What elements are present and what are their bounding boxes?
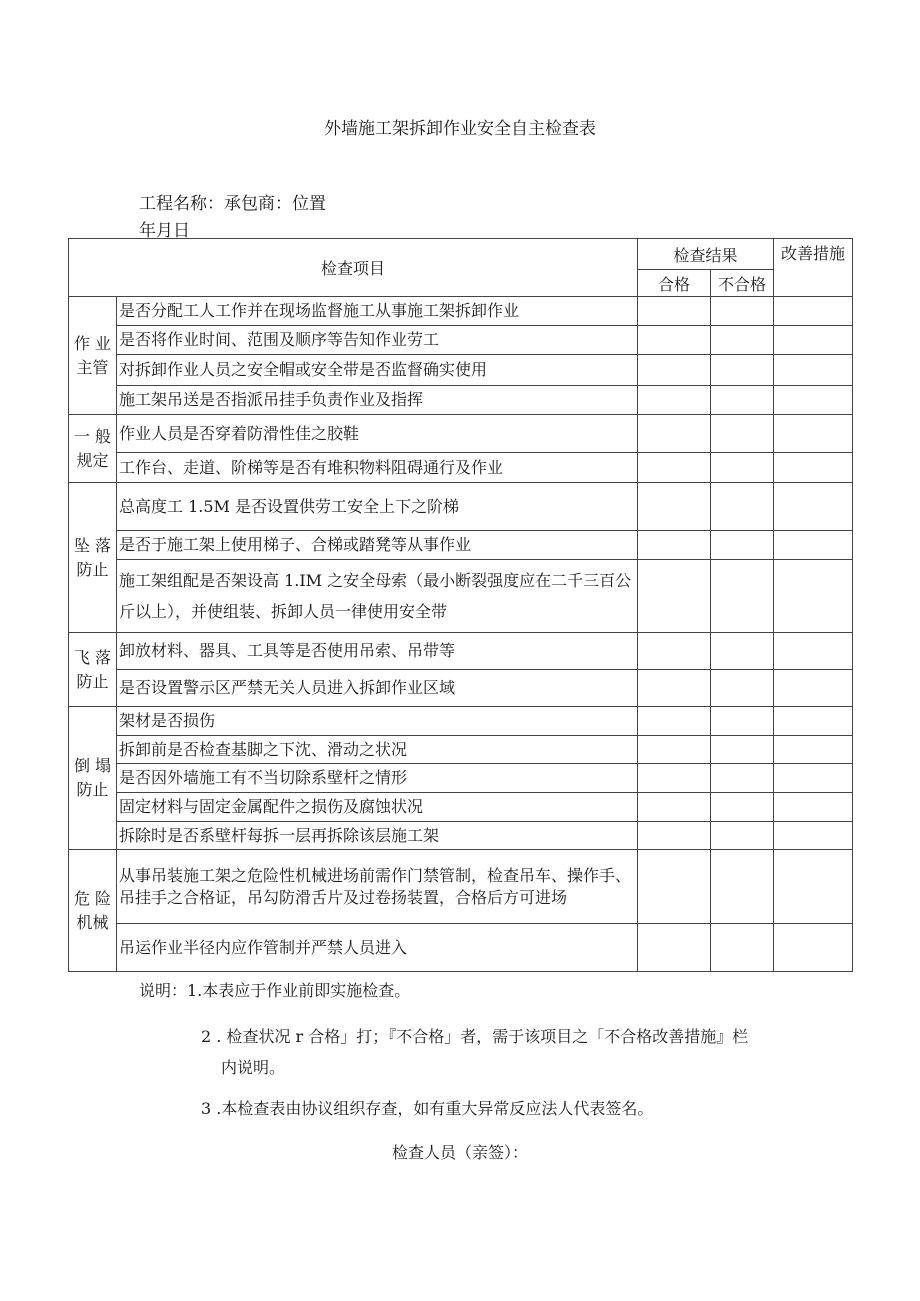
fail-cell[interactable]: [711, 415, 774, 453]
fail-cell[interactable]: [711, 793, 774, 822]
improvement-cell[interactable]: [774, 924, 853, 972]
table-row: [69, 924, 853, 972]
fail-cell[interactable]: [711, 924, 774, 972]
improvement-cell[interactable]: [774, 355, 853, 386]
improvement-cell[interactable]: [774, 764, 853, 793]
fail-cell[interactable]: [711, 386, 774, 415]
pass-cell[interactable]: [638, 707, 711, 736]
check-item: 对拆卸作业人员之安全帽或安全带是否监督确实使用: [117, 355, 638, 386]
category-cell: 危 险 机械: [69, 850, 117, 972]
pass-cell[interactable]: [638, 633, 711, 670]
table-row: [69, 386, 853, 415]
improvement-cell[interactable]: [774, 326, 853, 355]
pass-cell[interactable]: [638, 850, 711, 924]
header-pass: 合格: [638, 270, 711, 297]
check-item: 是否分配工人工作并在现场监督施工从事施工架拆卸作业: [117, 297, 638, 326]
table-row: [69, 793, 853, 822]
fail-cell[interactable]: [711, 822, 774, 850]
form-title: 外墙施工架拆卸作业安全自主检查表: [324, 119, 596, 139]
table-row: [69, 633, 853, 670]
fail-cell[interactable]: [711, 707, 774, 736]
category-cell: 一 般 规定: [69, 415, 117, 483]
header-fail: 不合格: [711, 270, 774, 297]
table-row: [69, 850, 853, 924]
pass-cell[interactable]: [638, 386, 711, 415]
category-cell: 作 业 主管: [69, 297, 117, 415]
check-item: 拆卸前是否检查基脚之下沈、滑动之状况: [117, 736, 638, 764]
check-item: 架材是否损伤: [117, 707, 638, 736]
table-row: [69, 415, 853, 453]
note-2-line2: 内说明。: [221, 1058, 286, 1077]
header-check-result: 检查结果: [638, 239, 774, 270]
pass-cell[interactable]: [638, 483, 711, 531]
table-row: [69, 560, 853, 633]
table-row: [69, 453, 853, 483]
table-row: [69, 736, 853, 764]
check-item: 卸放材料、器具、工具等是否使用吊索、吊带等: [117, 633, 638, 670]
fail-cell[interactable]: [711, 483, 774, 531]
check-item: 拆除时是否系壁杆每拆一层再拆除该层施工架: [117, 822, 638, 850]
fail-cell[interactable]: [711, 633, 774, 670]
improvement-cell[interactable]: [774, 415, 853, 453]
pass-cell[interactable]: [638, 793, 711, 822]
fail-cell[interactable]: [711, 453, 774, 483]
pass-cell[interactable]: [638, 670, 711, 707]
header-check-item: 检查项目: [69, 239, 638, 297]
project-info-line: 工程名称：承包商：位置: [139, 194, 326, 214]
header-improvement: 改善措施: [774, 239, 853, 297]
improvement-cell[interactable]: [774, 560, 853, 633]
fail-cell[interactable]: [711, 297, 774, 326]
check-item: 固定材料与固定金属配件之损伤及腐蚀状况: [117, 793, 638, 822]
check-item: 从事吊装施工架之危险性机械进场前需作门禁管制，检查吊车、操作手、吊挂手之合格证，吊勾防滑舌片及过卷扬装置，合格后方可进场: [117, 850, 638, 924]
signature-line: 检查人员（亲签）：: [391, 1143, 528, 1162]
pass-cell[interactable]: [638, 924, 711, 972]
improvement-cell[interactable]: [774, 736, 853, 764]
improvement-cell[interactable]: [774, 483, 853, 531]
check-item: 工作台、走道、阶梯等是否有堆积物料阻碍通行及作业: [117, 453, 638, 483]
category-cell: 坠 落 防止: [69, 483, 117, 633]
table-row: [69, 670, 853, 707]
fail-cell[interactable]: [711, 764, 774, 793]
fail-cell[interactable]: [711, 355, 774, 386]
pass-cell[interactable]: [638, 453, 711, 483]
check-item: 总高度工 1.5M 是否设置供劳工安全上下之阶梯: [117, 483, 638, 531]
improvement-cell[interactable]: [774, 531, 853, 560]
improvement-cell[interactable]: [774, 793, 853, 822]
table-row: [69, 326, 853, 355]
check-item: 作业人员是否穿着防滑性佳之胶鞋: [117, 415, 638, 453]
header-row: [69, 239, 853, 270]
check-item: 是否设置警示区严禁无关人员进入拆卸作业区域: [117, 670, 638, 707]
table-row: [69, 822, 853, 850]
pass-cell[interactable]: [638, 326, 711, 355]
improvement-cell[interactable]: [774, 670, 853, 707]
check-item: 施工架组配是否架设高 1.IM 之安全母索（最小断裂强度应在二千三百公斤以上），并使组装、拆卸人员一律使用安全带: [117, 560, 638, 633]
improvement-cell[interactable]: [774, 386, 853, 415]
inspection-table: [68, 238, 853, 972]
pass-cell[interactable]: [638, 415, 711, 453]
fail-cell[interactable]: [711, 560, 774, 633]
note-3: 3 .本检查表由协议组织存查，如有重大异常反应法人代表签名。: [201, 1099, 654, 1118]
pass-cell[interactable]: [638, 822, 711, 850]
improvement-cell[interactable]: [774, 633, 853, 670]
note-2: [201, 1021, 851, 1083]
check-item: 吊运作业半径内应作管制并严禁人员进入: [117, 924, 638, 972]
improvement-cell[interactable]: [774, 850, 853, 924]
pass-cell[interactable]: [638, 560, 711, 633]
check-item: 是否将作业时间、范围及顺序等告知作业劳工: [117, 326, 638, 355]
table-row: [69, 764, 853, 793]
table-row: [69, 355, 853, 386]
improvement-cell[interactable]: [774, 822, 853, 850]
fail-cell[interactable]: [711, 736, 774, 764]
table-row: [69, 297, 853, 326]
check-item: 是否于施工架上使用梯子、合梯或踏凳等从事作业: [117, 531, 638, 560]
pass-cell[interactable]: [638, 297, 711, 326]
check-item: 是否因外墙施工有不当切除系壁杆之情形: [117, 764, 638, 793]
improvement-cell[interactable]: [774, 707, 853, 736]
improvement-cell[interactable]: [774, 297, 853, 326]
fail-cell[interactable]: [711, 850, 774, 924]
pass-cell[interactable]: [638, 531, 711, 560]
fail-cell[interactable]: [711, 326, 774, 355]
table-row: [69, 483, 853, 531]
date-line: 年月日: [139, 221, 190, 241]
pass-cell[interactable]: [638, 736, 711, 764]
fail-cell[interactable]: [711, 670, 774, 707]
note-2-line1: 2 . 检查状况 r 合格」打；『不合格」者，需于该项目之「不合格改善措施』栏: [201, 1027, 749, 1046]
table-row: [69, 531, 853, 560]
note-1: 说明：1.本表应于作业前即实施检查。: [139, 981, 411, 1000]
improvement-cell[interactable]: [774, 453, 853, 483]
category-cell: 飞 落 防止: [69, 633, 117, 707]
category-cell: 倒 塌 防止: [69, 707, 117, 850]
fail-cell[interactable]: [711, 531, 774, 560]
pass-cell[interactable]: [638, 764, 711, 793]
table-row: [69, 707, 853, 736]
pass-cell[interactable]: [638, 355, 711, 386]
check-item: 施工架吊送是否指派吊挂手负责作业及指挥: [117, 386, 638, 415]
